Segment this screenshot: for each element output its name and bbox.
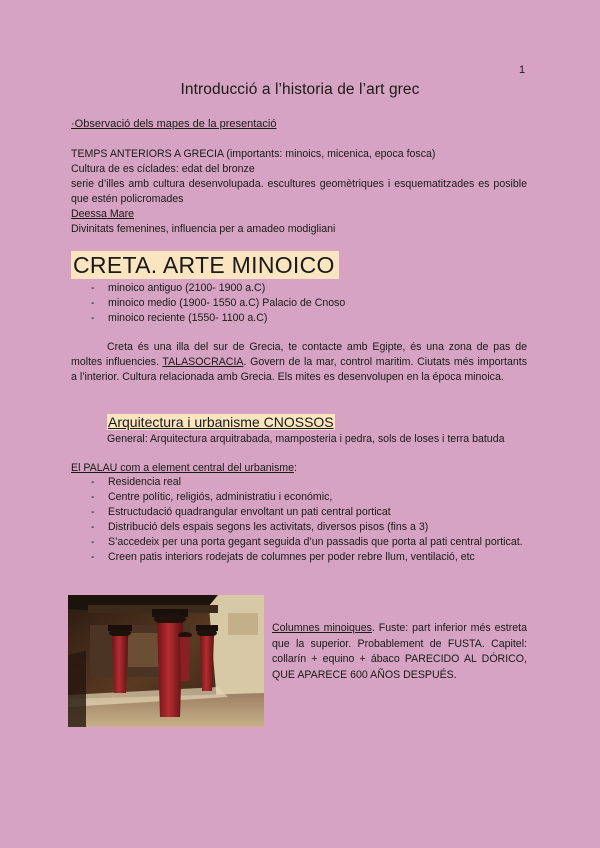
deessa-label: Deessa Mare (71, 208, 134, 220)
list-item: - Creen patis interiors rodejats de columnes per poder rebre llum, ventilació, etc (72, 550, 528, 565)
columnes-caption (272, 621, 527, 683)
divinitats-line: Divinitats femenines, influencia per a amadeo modigliani (71, 223, 336, 235)
list-item: - S’accedeix per una porta gegant seguida d’un passadis que porta al pati central porticat. (72, 535, 528, 550)
page-title: Introducció a l’historia de l’art grec (180, 81, 420, 98)
cicladas-line: Cultura de es cíclades: edat del bronze (71, 163, 255, 175)
period-list (72, 281, 532, 326)
knossos-columns-photo (68, 595, 264, 727)
palau-feature-list (72, 475, 528, 565)
arquitectura-heading: Arquitectura i urbanisme CNOSSOS (108, 414, 334, 430)
para-text-start: Creta és una illa del sur de Grecia, te contacte amb Egipte, és una zona de pas de moltes influencies. (71, 341, 527, 368)
palau-heading (71, 461, 297, 476)
list-item: - minoico medio (1900- 1550 a.C) Palacio de Cnoso (72, 296, 532, 311)
observacio-heading: ·Observació dels mapes de la presentació (71, 118, 277, 130)
creta-paragraph (71, 340, 527, 385)
creta-heading: CRETA. ARTE MINOICO (71, 251, 339, 279)
palau-heading-text: El PALAU com a element central del urbanisme (71, 462, 294, 474)
list-item: - Distribució dels espais segons les activitats, diversos pisos (fins a 3) (72, 520, 528, 535)
list-item: - Residencia real (72, 475, 528, 490)
list-item: - Estructudació quadrangular envoltant un pati central porticat (72, 505, 528, 520)
list-item: - minoico antiguo (2100- 1900 a.C) (72, 281, 532, 296)
palau-heading-colon: : (293, 462, 297, 474)
serie-paragraph: serie d’illes amb cultura desenvolupada. escultures geomètriques i esquematitzades es posible que estén policromades (71, 178, 527, 205)
columnes-text: . Fuste: part inferior més estreta que la superior. Probablement de FUSTA. Capitel: collarín + equino + ábaco PARECIDO AL DÓRICO, QUE APARECE 600 AÑOS DESPUÉS. (272, 622, 527, 681)
temps-line: TEMPS ANTERIORS A GRECIA (importants: minoics, micenica, epoca fosca) (71, 148, 436, 160)
page-number: 1 (519, 64, 526, 76)
columnes-label: Columnes minoiques (272, 622, 372, 634)
intro-block (71, 147, 527, 237)
general-line: General: Arquitectura arquitrabada, mamposteria i pedra, sols de loses i terra batuda (107, 433, 505, 445)
list-item: - Centre polític, religiós, administratiu i económic, (72, 490, 528, 505)
para-text-end: . Govern de la mar, control maritim. Ciutats més importants a l’interior. Cultura relacionada amb Grecia. Els mites es desenvolupen en la época minoica. (71, 356, 527, 383)
talasocracia-term: TALASOCRACIA (162, 356, 244, 368)
list-item: - minoico reciente (1550- 1100 a.C) (72, 311, 532, 326)
